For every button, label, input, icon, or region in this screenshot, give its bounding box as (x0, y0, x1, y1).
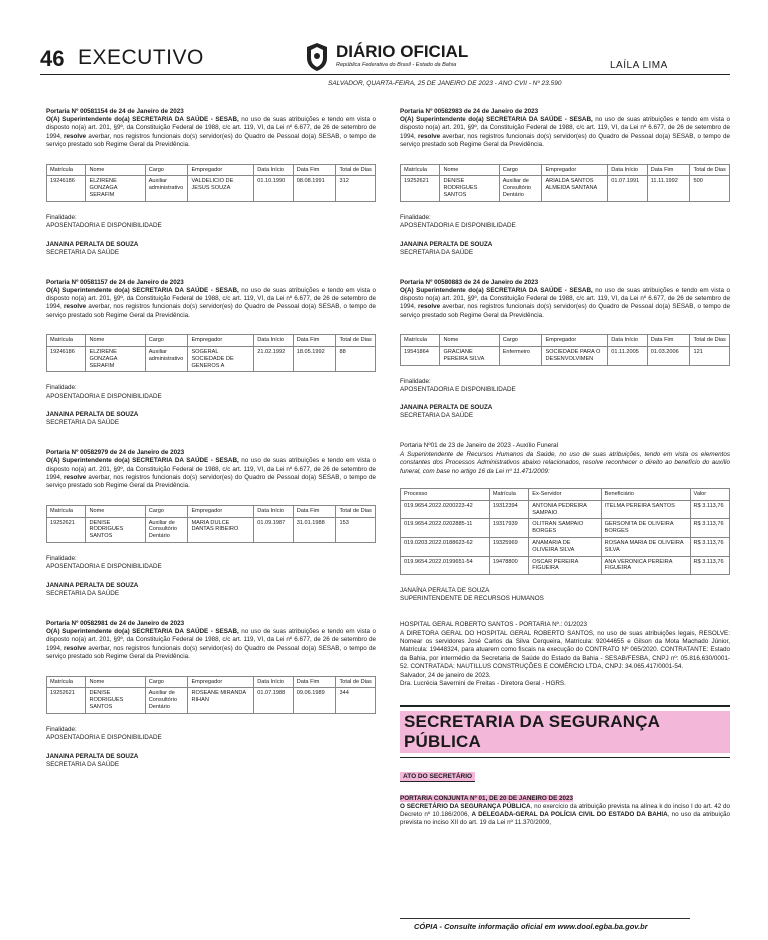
table-cell: 19246186 (47, 347, 86, 372)
section-name: EXECUTIVO (78, 46, 204, 69)
table-cell: 01.10.1990 (254, 176, 293, 201)
paper-title: DIÁRIO OFICIAL (336, 42, 469, 61)
hospital-place-date: Salvador, 24 de janeiro de 2023. (400, 671, 491, 679)
portaria-block (400, 279, 730, 421)
table-cell: MARIA DULCE DANTAS RIBEIRO (188, 517, 254, 542)
finalidade-label: Finalidade: (46, 725, 77, 733)
portaria-table (46, 334, 376, 372)
portaria-body (46, 628, 376, 662)
table-cell: R$ 3.113,76 (690, 556, 730, 575)
funeral-body: A Superintendente de Recursos Humanos da Saúde, no uso de suas atribuições, tendo em vista os elementos constantes dos Processos Administrativos abaixo relacionados, resolve reconhecer o direito ao benefício do auxílio funeral, com base no artigo 16 da Lei nº 11.471/2009: (400, 450, 730, 475)
finalidade-label: Finalidade: (46, 213, 77, 221)
column-header: Nome (86, 335, 145, 347)
table-row (401, 538, 730, 557)
resolve-word: resolve (64, 644, 87, 652)
table-cell: 09.06.1989 (293, 688, 336, 713)
table-cell: R$ 3.113,76 (690, 538, 730, 557)
hospital-signer: Dra. Lucrécia Savernini de Freitas - Diretora Geral - HGRS. (400, 680, 566, 688)
portaria-table (46, 505, 376, 543)
superintendente-label: O(A) Superintendente do(a) SECRETARIA DA SAÚDE - SESAB, (46, 627, 239, 635)
table-cell: 01.07.1988 (254, 688, 293, 713)
table-cell: ITELMA PEREIRA SANTOS (601, 500, 690, 519)
table-cell: GRACIANE PEREIRA SILVA (440, 347, 499, 366)
table-cell: 19325969 (489, 538, 528, 557)
left-column (46, 108, 376, 791)
body-part-2: , no uso da atribuição prevista no inciso XII do art. 19 da Lei nº 11.370/2009, (400, 810, 730, 827)
table-cell: DENISE RODRIGUES SANTOS (440, 176, 499, 201)
column-header: Data Início (254, 676, 293, 688)
signer-name: JANAINA PERALTA DE SOUZA (400, 404, 493, 412)
column-header: Nome (86, 676, 145, 688)
funeral-signer: JANAÍNA PERALTA DE SOUZA (400, 587, 490, 595)
body-part-1: no uso de suas atribuições e tendo em vista o disposto no(a) art. 201, §9º, da Constituição Federal de 1988, c/c art. 119, VI, da Lei nº 6.677, de 26 de setembro de 1994, (400, 116, 730, 140)
body-part-2: averbar, nos registros funcionais do(s) servidor(es) do Quadro de Pessoal do(a) SESAB, o tempo de serviço prestado sob Regime Geral da Previdência. (46, 132, 376, 149)
table-header-row (47, 335, 376, 347)
portaria-title: Portaria Nº 00581157 de 24 de Janeiro de 2023 (46, 278, 184, 286)
secretario-label: O SECRETÁRIO DA SEGURANÇA PÚBLICA (400, 802, 531, 810)
column-header: Total de Dias (336, 335, 376, 347)
column-header: Empregador (188, 676, 254, 688)
column-header: Empregador (188, 505, 254, 517)
column-header: Nome (86, 164, 145, 176)
table-cell: 88 (336, 347, 376, 372)
table-row (401, 556, 730, 575)
column-header: Cargo (499, 164, 542, 176)
finalidade (46, 384, 376, 401)
table-cell: VALDELICIO DE JESUS SOUZA (188, 176, 254, 201)
portaria-table (400, 334, 730, 365)
signer-role: SECRETARIA DA SAÚDE (400, 248, 474, 256)
table-cell: R$ 3.113,76 (690, 500, 730, 519)
column-header: Data Início (608, 335, 647, 347)
table-cell: Auxiliar de Consultório Dentário (145, 517, 188, 542)
table-cell: 312 (336, 176, 376, 201)
portaria-body (46, 457, 376, 491)
column-header: Matrícula (401, 335, 440, 347)
table-row (401, 519, 730, 538)
body-part-1: no uso de suas atribuições e tendo em vista o disposto no(a) art. 201, §9º, da Constituição Federal de 1988, c/c art. 119, VI, da Lei nº 6.677, de 26 de setembro de 1994, (46, 286, 376, 311)
table-cell: ELZIRENE GONZAGA SERAFIM (86, 347, 145, 372)
column-header: Total de Dias (336, 676, 376, 688)
portaria-title: Portaria Nº 00580883 de 24 de Janeiro de 2023 (400, 278, 539, 286)
delegada-label: A DELEGADA-GERAL DA POLÍCIA CIVIL DO ESTADO DA BAHIA (471, 810, 668, 818)
portaria-title: Portaria Nº 00581154 de 24 de Janeiro de 2023 (46, 108, 184, 115)
table-cell: 19541864 (401, 347, 440, 366)
footer-divider (400, 918, 690, 919)
portaria-table (46, 164, 376, 202)
table-cell: ELZIRENE GONZAGA SERAFIM (86, 176, 145, 201)
finalidade-value: APOSENTADORIA E DISPONIBILIDADE (400, 222, 516, 230)
table-cell: OSCAR PEREIRA FIGUEIRA (529, 556, 601, 575)
signer-role: SECRETARIA DA SAÚDE (46, 760, 120, 768)
resolve-word: resolve (64, 132, 87, 140)
column-header: Ex-Servidor (529, 489, 601, 501)
portaria-conjunta-body (400, 803, 730, 828)
table-cell: 19312394 (489, 500, 528, 519)
table-row (401, 500, 730, 519)
funeral-portaria (400, 442, 730, 603)
table-row (47, 517, 376, 542)
finalidade (400, 214, 730, 231)
column-header: Data Início (254, 505, 293, 517)
table-cell: Auxiliar administrativo (145, 347, 188, 372)
column-header: Valor (690, 489, 730, 501)
finalidade-label: Finalidade: (46, 555, 77, 563)
signer-name: JANAINA PERALTA DE SOUZA (46, 752, 139, 760)
column-header: Cargo (145, 676, 188, 688)
finalidade-label: Finalidade: (46, 384, 77, 392)
column-header: Data Fim (647, 164, 690, 176)
date-line: SALVADOR, QUARTA-FEIRA, 25 DE JANEIRO DE 2023 - ANO CVII - Nº 23.590 (328, 80, 562, 87)
portaria-body (46, 287, 376, 321)
superintendente-label: O(A) Superintendente do(a) SECRETARIA DA SAÚDE - SESAB, (46, 116, 239, 123)
body-part-1: , no exercício da atribuição prevista na alínea k do inciso I do art. 42 do Decreto nº 10.186/2006, (400, 802, 730, 818)
portaria-block (46, 108, 376, 257)
table-cell: 153 (336, 517, 376, 542)
signer-name: JANAINA PERALTA DE SOUZA (46, 411, 139, 419)
right-column (400, 108, 730, 828)
superintendente-label: O(A) Superintendente do(a) SECRETARIA DA SAÚDE - SESAB, (400, 116, 593, 123)
finalidade-label: Finalidade: (400, 213, 431, 221)
body-part-2: averbar, nos registros funcionais do(s) servidor(es) do Quadro de Pessoal do(a) SESAB, o tempo de serviço prestado sob Regime Geral da Previdência. (46, 644, 376, 661)
portaria-block (46, 620, 376, 769)
finalidade-value: APOSENTADORIA E DISPONIBILIDADE (46, 222, 162, 230)
table-cell: ROSEANE MIRANDA RIHAN (188, 688, 254, 713)
coat-of-arms-icon (304, 42, 330, 72)
table-cell: 11.11.1992 (647, 176, 690, 201)
column-header: Total de Dias (690, 164, 730, 176)
body-part-1: no uso de suas atribuições e tendo em vista o disposto no(a) art. 201, §9º, da Constituição Federal de 1988, c/c art. 119, VI, da Lei nº 6.677, de 26 de setembro de 1994, (46, 116, 376, 140)
table-cell: 19246186 (47, 176, 86, 201)
table-row (47, 347, 376, 372)
column-header: Matrícula (47, 335, 86, 347)
column-header: Matrícula (47, 505, 86, 517)
table-header-row (47, 164, 376, 176)
portaria-block (400, 108, 730, 257)
table-cell: DENISE RODRIGUES SANTOS (86, 688, 145, 713)
table-cell: 500 (690, 176, 730, 201)
finalidade (46, 214, 376, 231)
column-header: Data Início (608, 164, 647, 176)
funeral-table (400, 488, 730, 575)
table-row (47, 176, 376, 201)
column-header: Empregador (542, 164, 608, 176)
column-header: Matrícula (47, 676, 86, 688)
column-header: Matrícula (401, 164, 440, 176)
column-header: Total de Dias (336, 164, 376, 176)
column-header: Processo (401, 489, 490, 501)
column-header: Data Fim (293, 505, 336, 517)
resolve-word: resolve (418, 132, 441, 140)
body-part-1: no uso de suas atribuições e tendo em vista o disposto no(a) art. 201, §9º, da Constituição Federal de 1988, c/c art. 119, VI, da Lei nº 6.677, de 26 de setembro de 1994, (46, 457, 376, 482)
column-header: Data Fim (647, 335, 690, 347)
table-cell: Auxiliar de Consultório Dentário (145, 688, 188, 713)
body-part-2: averbar, nos registros funcionais do(s) servidor(es) do Quadro de Pessoal do(a) SESAB, o tempo de serviço prestado sob Regime Geral da Previdência. (46, 303, 376, 319)
portaria-block (46, 279, 376, 428)
table-cell: ANAMARIA DE OLIVEIRA SILVA (529, 538, 601, 557)
superintendente-label: O(A) Superintendente do(a) SECRETARIA DA SAÚDE - SESAB, (400, 286, 593, 294)
signer-name: JANAINA PERALTA DE SOUZA (400, 240, 493, 248)
finalidade (46, 726, 376, 743)
page-number: 46 (40, 46, 65, 71)
header-divider (40, 74, 730, 75)
column-header: Nome (440, 335, 499, 347)
table-cell: 19252621 (47, 517, 86, 542)
column-header: Data Fim (293, 335, 336, 347)
column-header: Matrícula (489, 489, 528, 501)
table-cell: 01.11.2005 (608, 347, 647, 366)
portaria-conjunta-title: PORTARIA CONJUNTA Nº 01, DE 20 DE JANEIRO DE 2023 (400, 794, 574, 802)
table-cell: 019.9654.2022.0200223-42 (401, 500, 490, 519)
portaria-title: Portaria Nº 00582979 de 24 de Janeiro de 2023 (46, 449, 185, 457)
column-header: Empregador (188, 335, 254, 347)
finalidade (46, 555, 376, 572)
table-cell: 08.08.1991 (293, 176, 336, 201)
table-cell: 019.0203.2022.0188623-62 (401, 538, 490, 557)
table-cell: ROSANA MARIA DE OLIVEIRA SILVA (601, 538, 690, 557)
table-header-row (47, 676, 376, 688)
portaria-title: Portaria Nº 00582981 de 24 de Janeiro de 2023 (46, 619, 185, 627)
table-cell: 019.9654.2022.0202885-11 (401, 519, 490, 538)
superintendente-label: O(A) Superintendente do(a) SECRETARIA DA SAÚDE - SESAB, (46, 286, 239, 294)
portaria-body (46, 116, 376, 150)
signer-name: JANAINA PERALTA DE SOUZA (46, 581, 139, 589)
signer-role: SECRETARIA DA SAÚDE (46, 589, 120, 597)
seguranca-section (400, 705, 730, 828)
portaria-table (400, 164, 730, 202)
table-cell: 121 (690, 347, 730, 366)
table-cell: 19478800 (489, 556, 528, 575)
body-part-1: no uso de suas atribuições e tendo em vista o disposto no(a) art. 201, §9º, da Constituição Federal de 1988, c/c art. 119, VI, da Lei nº 6.677, de 26 de setembro de 1994, (400, 286, 730, 311)
body-part-1: no uso de suas atribuições e tendo em vista o disposto no(a) art. 201, §9º, da Constituição Federal de 1988, c/c art. 119, VI, da Lei nº 6.677, de 26 de setembro de 1994, (46, 627, 376, 652)
table-cell: Auxiliar de Consultório Dentário (499, 176, 542, 201)
portaria-block (46, 449, 376, 598)
column-header: Nome (86, 505, 145, 517)
resolve-word: resolve (418, 303, 441, 311)
finalidade-value: APOSENTADORIA E DISPONIBILIDADE (46, 392, 162, 400)
column-header: Empregador (188, 164, 254, 176)
finalidade-value: APOSENTADORIA E DISPONIBILIDADE (46, 734, 162, 742)
funeral-signer-role: SUPERINTENDENTE DE RECURSOS HUMANOS (400, 595, 544, 603)
column-header: Data Fim (293, 676, 336, 688)
finalidade-value: APOSENTADORIA E DISPONIBILIDADE (46, 563, 162, 571)
table-cell: SOCIEDADE PARA O DESENVOLVIMEN (542, 347, 608, 366)
table-cell: 01.07.1991 (608, 176, 647, 201)
table-cell: ANTONIA PEDREIRA SAMPAIO (529, 500, 601, 519)
table-cell: 19252621 (401, 176, 440, 201)
table-cell: Enfermeiro (499, 347, 542, 366)
table-cell: 344 (336, 688, 376, 713)
hospital-portaria (400, 621, 730, 688)
table-header-row (47, 505, 376, 517)
table-header-row (401, 164, 730, 176)
ato-heading: ATO DO SECRETÁRIO (400, 772, 475, 782)
superintendente-label: O(A) Superintendente do(a) SECRETARIA DA SAÚDE - SESAB, (46, 457, 239, 465)
column-header: Total de Dias (336, 505, 376, 517)
resolve-word: resolve (64, 474, 87, 482)
table-cell: 01.03.2006 (647, 347, 690, 366)
table-cell: 21.02.1992 (254, 347, 293, 372)
table-row (401, 347, 730, 366)
portaria-body (400, 116, 730, 150)
signer-role: SECRETARIA DA SAÚDE (46, 248, 120, 256)
table-cell: R$ 3.113,76 (690, 519, 730, 538)
author-name: LAÍLA LIMA (610, 60, 668, 71)
column-header: Data Início (254, 164, 293, 176)
footer-note: CÓPIA - Consulte informação oficial em www.dool.egba.ba.gov.br (414, 922, 648, 931)
portaria-table (46, 676, 376, 714)
table-header-row (401, 335, 730, 347)
column-header: Empregador (542, 335, 608, 347)
table-cell: 19317939 (489, 519, 528, 538)
paper-subtitle: República Federativa do Brasil - Estado da Bahia (336, 62, 457, 68)
table-row (401, 176, 730, 201)
hospital-title: HOSPITAL GERAL ROBERTO SANTOS - PORTARIA Nº.: 01/2023 (400, 621, 587, 629)
signer-name: JANAINA PERALTA DE SOUZA (46, 240, 139, 248)
column-header: Cargo (499, 335, 542, 347)
funeral-title: Portaria Nº01 de 23 de Janeiro de 2023 - Auxílio Funeral (400, 442, 559, 450)
body-part-2: averbar, nos registros funcionais do(s) servidor(es) do Quadro de Pessoal do(a) SESAB, o tempo de serviço prestado sob Regime Geral da Previdência. (46, 474, 376, 490)
section-title-seguranca: SECRETARIA DA SEGURANÇA PÚBLICA (400, 711, 730, 753)
table-cell: SOGERAL SOCIEDADE DE GENEROS A (188, 347, 254, 372)
body-part-2: averbar, nos registros funcionais do(s) servidor(es) do Quadro de Pessoal do(a) SESAB, o tempo de serviço prestado sob Regime Geral da Previdência. (400, 303, 730, 319)
body-part-2: averbar, nos registros funcionais do(s) servidor(es) do Quadro de Pessoal do(a) SESAB, o tempo de serviço prestado sob Regime Geral da Previdência. (400, 132, 730, 149)
portaria-title: Portaria Nº 00582983 de 24 de Janeiro de 2023 (400, 108, 539, 115)
finalidade (400, 378, 730, 395)
column-header: Total de Dias (690, 335, 730, 347)
table-cell: 01.09.1987 (254, 517, 293, 542)
portaria-body (400, 287, 730, 321)
column-header: Nome (440, 164, 499, 176)
column-header: Cargo (145, 164, 188, 176)
table-cell: 019.9654.2022.0199651-54 (401, 556, 490, 575)
signer-role: SECRETARIA DA SAÚDE (400, 412, 474, 420)
table-row (47, 688, 376, 713)
column-header: Data Fim (293, 164, 336, 176)
hospital-body: A DIRETORA GERAL DO HOSPITAL GERAL ROBERTO SANTOS, no uso de suas atribuições legais, RESOLVE: Nomear os servidores José Carlos da Silva Cerqueira, Matrícula: 92044655 e Gilson da Mota Machado Júnior, Matrícula: 19448324, para atuarem como fiscais na execução do CONTRATO Nº 065/2020. CONTRATANTE: Estado da Bahia, por intermédio da Secretaria de Saúde do Estado da Bahia - SESAB/FESBA, CNPJ nº: 05.816.630/0001-52. CONTRATADA: NAUTILLUS CONSTRUÇÕES E COMÉRCIO LTDA, CNPJ: 34.065.417/0001-54. (400, 629, 730, 671)
resolve-word: resolve (64, 303, 87, 311)
table-cell: 18.05.1992 (293, 347, 336, 372)
table-cell: Auxiliar administrativo (145, 176, 188, 201)
column-header: Data Início (254, 335, 293, 347)
table-cell: GERSONITA DE OLIVEIRA BORGES (601, 519, 690, 538)
column-header: Cargo (145, 505, 188, 517)
table-cell: 31.01.1988 (293, 517, 336, 542)
column-header: Matrícula (47, 164, 86, 176)
table-cell: ANA VERONICA PEREIRA FIGUEIRA (601, 556, 690, 575)
signer-role: SECRETARIA DA SAÚDE (46, 419, 120, 427)
table-cell: 19252621 (47, 688, 86, 713)
table-cell: DENISE RODRIGUES SANTOS (86, 517, 145, 542)
page-header (40, 40, 730, 92)
column-header: Beneficiário (601, 489, 690, 501)
finalidade-value: APOSENTADORIA E DISPONIBILIDADE (400, 386, 516, 394)
finalidade-label: Finalidade: (400, 377, 431, 385)
table-cell: ARIALDA SANTOS ALMEIDA SANTANA (542, 176, 608, 201)
column-header: Cargo (145, 335, 188, 347)
table-cell: OLITRAN SAMPAIO BORGES (529, 519, 601, 538)
